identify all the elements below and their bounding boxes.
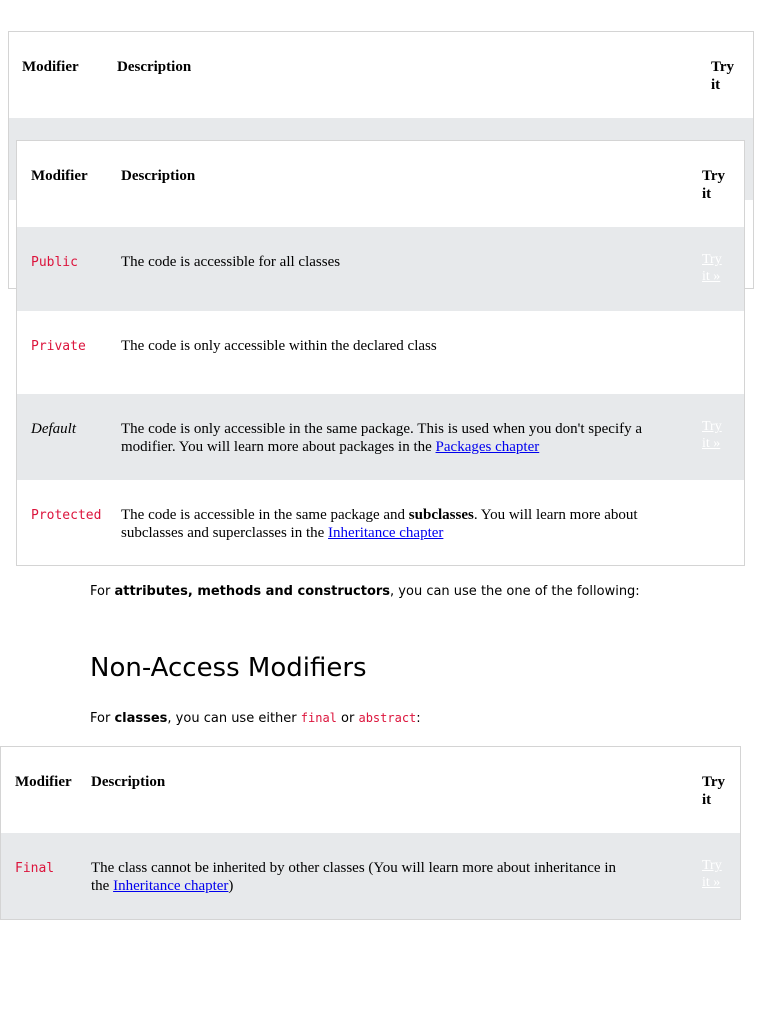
code-abstract: abstract <box>358 711 417 725</box>
paragraph-classes: For classes, you can use either final or abstract: <box>90 711 421 726</box>
modifier-code: Private <box>31 339 86 354</box>
modifier-default: Default <box>31 421 76 437</box>
modifier-code: Final <box>15 861 55 876</box>
col-header-try: Try it <box>702 774 726 808</box>
table-row <box>17 227 744 311</box>
try-it-link[interactable]: Try it » <box>702 419 722 451</box>
paragraph-attributes: For attributes, methods and constructors, you can use the one of the following: <box>90 584 640 599</box>
table-row <box>1 833 740 919</box>
modifier-code: Public <box>31 255 78 270</box>
col-header-description: Description <box>121 168 196 184</box>
col-header-try: Try it <box>711 59 735 93</box>
row-description: The class cannot be inherited by other classes (You will learn more about inheritance in the Inheritance chapter) <box>91 860 616 894</box>
col-header-modifier: Modifier <box>15 774 72 790</box>
section-heading: Non-Access Modifiers <box>90 653 367 683</box>
col-header-modifier: Modifier <box>22 59 79 75</box>
col-header-description: Description <box>117 59 192 75</box>
try-it-link[interactable]: Try it » <box>702 858 722 890</box>
packages-chapter-link[interactable]: Packages chapter <box>435 439 540 455</box>
inheritance-chapter-link[interactable]: Inheritance chapter <box>328 525 444 541</box>
col-header-description: Description <box>91 774 166 790</box>
col-header-try: Try it <box>702 168 726 202</box>
row-description: The code is accessible in the same package and subclasses. You will learn more about subclasses and superclasses in the Inheritance chapter <box>121 507 638 541</box>
row-description: The code is only accessible within the declared class <box>121 338 437 354</box>
try-it-link[interactable]: Try it » <box>702 252 722 284</box>
inheritance-chapter-link[interactable]: Inheritance chapter <box>113 878 229 894</box>
row-description: The code is only accessible in the same package. This is used when you don't specify a modifier. You will learn more about packages in the Packages chapter <box>121 421 643 455</box>
table-row <box>17 311 744 394</box>
table-access-modifiers <box>16 140 745 566</box>
table-row <box>17 394 744 480</box>
col-header-modifier: Modifier <box>31 168 88 184</box>
row-description: The code is accessible for all classes <box>121 254 341 270</box>
code-final: final <box>300 711 337 725</box>
table-row <box>17 480 744 566</box>
modifier-code: Protected <box>31 508 102 523</box>
table-non-access-modifiers <box>0 746 741 920</box>
